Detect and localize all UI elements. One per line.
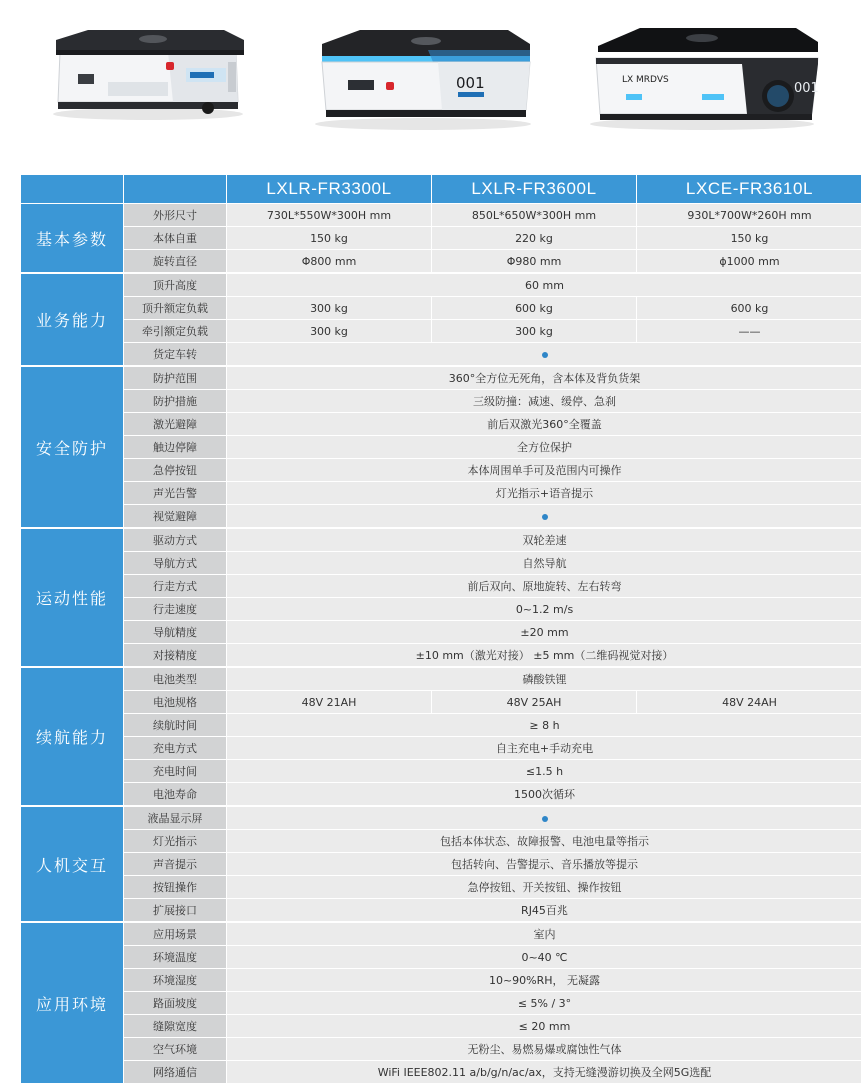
spec-label: 防护范围 (124, 366, 227, 390)
table-row (21, 969, 861, 992)
spec-label: 牵引额定负载 (124, 320, 227, 343)
spec-value: 0~1.2 m/s (227, 598, 861, 621)
table-header-row (21, 175, 861, 204)
spec-value: 300 kg (227, 320, 432, 343)
spec-value: 48V 24AH (637, 691, 861, 714)
spec-label: 声音提示 (124, 853, 227, 876)
table-row (21, 390, 861, 413)
spec-label: 充电时间 (124, 760, 227, 783)
category-label: 基本参数 (21, 204, 124, 274)
table-row (21, 436, 861, 459)
category-label: 人机交互 (21, 806, 124, 922)
spec-value: Φ800 mm (227, 250, 432, 274)
spec-value: 磷酸铁锂 (227, 667, 861, 691)
bullet-dot-icon (542, 514, 548, 520)
spec-value: 10~90%RH， 无凝露 (227, 969, 861, 992)
table-row (21, 714, 861, 737)
spec-value: 48V 21AH (227, 691, 432, 714)
spec-label: 视觉避障 (124, 505, 227, 529)
spec-label: 缝隙宽度 (124, 1015, 227, 1038)
spec-label: 导航方式 (124, 552, 227, 575)
spec-label: 空气环境 (124, 1038, 227, 1061)
spec-label: 货定车转 (124, 343, 227, 367)
spec-value: WiFi IEEE802.11 a/b/g/n/ac/ax，支持无缝漫游切换及全网5G选配 (227, 1061, 861, 1085)
category-label: 应用环境 (21, 922, 124, 1084)
spec-label: 电池寿命 (124, 783, 227, 807)
spec-label: 电池类型 (124, 667, 227, 691)
spec-label: 行走速度 (124, 598, 227, 621)
category-label: 安全防护 (21, 366, 124, 528)
spec-label: 按钮操作 (124, 876, 227, 899)
product-image-2 (308, 22, 538, 132)
spec-value: 150 kg (227, 227, 432, 250)
spec-label: 路面坡度 (124, 992, 227, 1015)
spec-value: 自主充电+手动充电 (227, 737, 861, 760)
spec-value: 三级防撞：减速、缓停、急刹 (227, 390, 861, 413)
spec-value: 本体周围单手可及范围内可操作 (227, 459, 861, 482)
spec-label: 续航时间 (124, 714, 227, 737)
spec-value: 室内 (227, 922, 861, 946)
spec-label: 驱动方式 (124, 528, 227, 552)
spec-value: —— (637, 320, 861, 343)
table-row (21, 204, 861, 227)
spec-value: 730L*550W*300H mm (227, 204, 432, 227)
table-row (21, 667, 861, 691)
bullet-dot-cell (227, 806, 861, 830)
svg-text:001: 001 (794, 81, 819, 96)
table-row (21, 992, 861, 1015)
table-row (21, 528, 861, 552)
table-row (21, 297, 861, 320)
spec-value: 全方位保护 (227, 436, 861, 459)
spec-value: ≤ 5% / 3° (227, 992, 861, 1015)
table-row (21, 830, 861, 853)
table-row (21, 552, 861, 575)
spec-label: 急停按钮 (124, 459, 227, 482)
bullet-dot-icon (542, 816, 548, 822)
svg-text:001: 001 (456, 74, 485, 92)
table-row (21, 853, 861, 876)
spec-value: 220 kg (432, 227, 637, 250)
spec-value: RJ45百兆 (227, 899, 861, 923)
header-corner (21, 175, 124, 204)
spec-value: 包括转向、告警提示、音乐播放等提示 (227, 853, 861, 876)
table-row (21, 598, 861, 621)
table-row (21, 413, 861, 436)
table-row (21, 922, 861, 946)
spec-label: 防护措施 (124, 390, 227, 413)
spec-value: 前后双激光360°全覆盖 (227, 413, 861, 436)
category-label: 续航能力 (21, 667, 124, 806)
svg-text:LX MRDVS: LX MRDVS (622, 75, 669, 85)
table-row (21, 1038, 861, 1061)
spec-label: 应用场景 (124, 922, 227, 946)
spec-value: 0~40 ℃ (227, 946, 861, 969)
spec-label: 环境温度 (124, 946, 227, 969)
spec-value: 850L*650W*300H mm (432, 204, 637, 227)
table-row (21, 783, 861, 807)
table-row (21, 1015, 861, 1038)
spec-value: 1500次循环 (227, 783, 861, 807)
spec-body (21, 204, 861, 1085)
table-row (21, 482, 861, 505)
spec-value: 150 kg (637, 227, 861, 250)
spec-label: 环境湿度 (124, 969, 227, 992)
spec-value: 前后双向、原地旋转、左右转弯 (227, 575, 861, 598)
table-row (21, 899, 861, 923)
category-label: 运动性能 (21, 528, 124, 667)
product-name-1: LXLR-FR3300L (227, 175, 432, 204)
spec-label: 电池规格 (124, 691, 227, 714)
table-row (21, 737, 861, 760)
spec-value: 600 kg (432, 297, 637, 320)
spec-table (20, 174, 861, 1085)
spec-label: 行走方式 (124, 575, 227, 598)
table-row (21, 575, 861, 598)
spec-value: 双轮差速 (227, 528, 861, 552)
spec-value: 无粉尘、易燃易爆或腐蚀性气体 (227, 1038, 861, 1061)
bullet-dot-cell (227, 343, 861, 367)
spec-value: Φ980 mm (432, 250, 637, 274)
product-name-3: LXCE-FR3610L (637, 175, 861, 204)
spec-value: ϕ1000 mm (637, 250, 861, 274)
table-row (21, 366, 861, 390)
product-image-1 (48, 22, 248, 122)
table-row (21, 691, 861, 714)
spec-value: 48V 25AH (432, 691, 637, 714)
spec-label: 旋转直径 (124, 250, 227, 274)
spec-value: 930L*700W*260H mm (637, 204, 861, 227)
product-image-3 (582, 22, 822, 132)
spec-value: ±10 mm（激光对接） ±5 mm（二维码视觉对接） (227, 644, 861, 668)
spec-label: 对接精度 (124, 644, 227, 668)
table-row (21, 806, 861, 830)
spec-value: 急停按钮、开关按钮、操作按钮 (227, 876, 861, 899)
table-row (21, 320, 861, 343)
spec-label: 外形尺寸 (124, 204, 227, 227)
spec-value: 360°全方位无死角，含本体及背负货架 (227, 366, 861, 390)
spec-value: ≤ 20 mm (227, 1015, 861, 1038)
table-row (21, 621, 861, 644)
table-row (21, 946, 861, 969)
table-row (21, 459, 861, 482)
spec-label: 灯光指示 (124, 830, 227, 853)
table-row (21, 250, 861, 274)
header-corner (124, 175, 227, 204)
category-label: 业务能力 (21, 273, 124, 366)
bullet-dot-icon (542, 352, 548, 358)
spec-value: 300 kg (227, 297, 432, 320)
table-row (21, 227, 861, 250)
spec-value: ≥ 8 h (227, 714, 861, 737)
table-row (21, 273, 861, 297)
spec-value: 包括本体状态、故障报警、电池电量等指示 (227, 830, 861, 853)
spec-value: 自然导航 (227, 552, 861, 575)
spec-label: 触边停障 (124, 436, 227, 459)
spec-label: 网络通信 (124, 1061, 227, 1085)
spec-label: 激光避障 (124, 413, 227, 436)
spec-label: 顶升额定负载 (124, 297, 227, 320)
table-row (21, 1061, 861, 1085)
bullet-dot-cell (227, 505, 861, 529)
spec-value: 60 mm (227, 273, 861, 297)
spec-label: 导航精度 (124, 621, 227, 644)
spec-value: ±20 mm (227, 621, 861, 644)
product-name-2: LXLR-FR3600L (432, 175, 637, 204)
spec-label: 声光告警 (124, 482, 227, 505)
spec-value: 300 kg (432, 320, 637, 343)
spec-value: 灯光指示+语音提示 (227, 482, 861, 505)
spec-value: 600 kg (637, 297, 861, 320)
table-row (21, 505, 861, 529)
spec-label: 充电方式 (124, 737, 227, 760)
table-row (21, 760, 861, 783)
spec-label: 液晶显示屏 (124, 806, 227, 830)
table-row (21, 876, 861, 899)
spec-label: 本体自重 (124, 227, 227, 250)
table-row (21, 343, 861, 367)
spec-label: 顶升高度 (124, 273, 227, 297)
table-row (21, 644, 861, 668)
spec-label: 扩展接口 (124, 899, 227, 923)
spec-value: ≤1.5 h (227, 760, 861, 783)
